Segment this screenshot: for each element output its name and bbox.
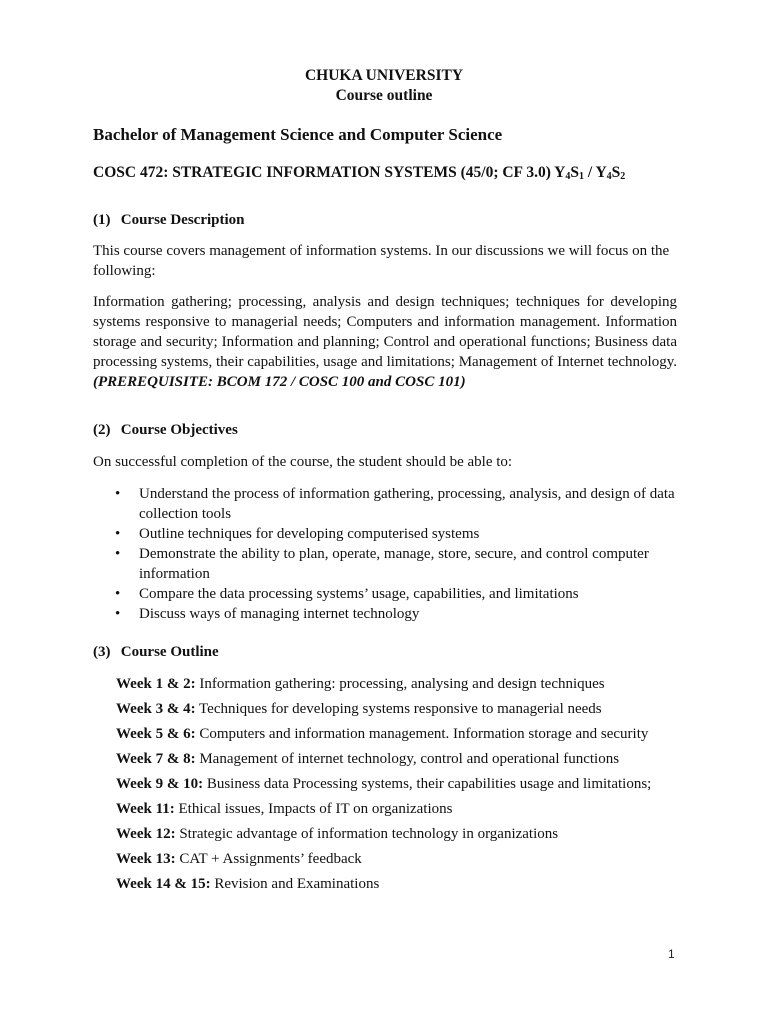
- week-label: Week 1 & 2:: [116, 676, 196, 692]
- week-topic: Techniques for developing systems responsive to managerial needs: [195, 701, 602, 717]
- schedule-row: [116, 724, 676, 749]
- section-heading-objectives: [93, 420, 238, 440]
- section-heading-description: [93, 210, 245, 230]
- degree-title: Bachelor of Management Science and Computer Science: [93, 125, 503, 144]
- week-topic: Computers and information management. Information storage and security: [195, 726, 649, 742]
- week-label: Week 11:: [116, 801, 175, 817]
- schedule-row: [116, 749, 676, 774]
- list-item: [93, 524, 677, 544]
- week-topic: Revision and Examinations: [210, 876, 380, 892]
- page-number: 1: [668, 947, 675, 961]
- objective-text: Outline techniques for developing computerised systems: [139, 526, 480, 542]
- course-code-heading: [93, 163, 625, 187]
- course-code-sem-letter-2: S: [611, 164, 621, 181]
- university-name: CHUKA UNIVERSITY: [304, 67, 464, 84]
- bullet-icon: •: [115, 486, 121, 502]
- objectives-intro: On successful completion of the course, the student should be able to:: [93, 454, 513, 470]
- section-heading-outline: [93, 642, 219, 662]
- week-label: Week 5 & 6:: [116, 726, 196, 742]
- week-label: Week 7 & 8:: [116, 751, 196, 767]
- objective-text: Compare the data processing systems’ usage, capabilities, and limitations: [139, 586, 579, 602]
- course-code-text: COSC 472: STRATEGIC INFORMATION SYSTEMS (45/0; CF 3.0) Y: [93, 164, 566, 181]
- objective-text: Discuss ways of managing internet technology: [139, 606, 420, 622]
- schedule-row: [116, 774, 676, 799]
- section-title: Course Outline: [120, 644, 219, 660]
- course-code-sem-2: 2: [620, 171, 626, 182]
- week-topic: Business data Processing systems, their capabilities usage and limitations;: [203, 776, 652, 792]
- course-code-year-1: 4: [565, 171, 571, 182]
- document-title: Course outline: [335, 87, 433, 104]
- week-topic: Strategic advantage of information technology in organizations: [175, 826, 559, 842]
- bullet-icon: •: [115, 606, 121, 622]
- description-intro: This course covers management of information systems. In our discussions we will focus on the following:: [93, 243, 670, 279]
- schedule-row: [116, 674, 676, 699]
- week-label: Week 13:: [116, 851, 176, 867]
- section-number: (3): [93, 644, 111, 660]
- week-topic: Ethical issues, Impacts of IT on organizations: [174, 801, 453, 817]
- schedule-row: [116, 699, 676, 724]
- course-code-year-2: 4: [606, 171, 612, 182]
- bullet-icon: •: [115, 546, 121, 562]
- bullet-icon: •: [115, 526, 121, 542]
- section-number: (1): [93, 212, 111, 228]
- course-code-separator: / Y: [583, 164, 607, 181]
- prerequisite-note: (PREREQUISITE: BCOM 172 / COSC 100 and COSC 101): [93, 374, 466, 390]
- schedule-row: [116, 799, 676, 824]
- document-page: [93, 0, 678, 1024]
- week-topic: Management of internet technology, control and operational functions: [195, 751, 620, 767]
- bullet-icon: •: [115, 586, 121, 602]
- schedule-row: [116, 824, 676, 849]
- week-label: Week 9 & 10:: [116, 776, 204, 792]
- week-label: Week 14 & 15:: [116, 876, 211, 892]
- week-label: Week 12:: [116, 826, 176, 842]
- schedule-row: [116, 849, 676, 874]
- description-text: Information gathering; processing, analysis and design techniques; techniques for developing systems responsive to managerial needs; Computers and information management. Information storage and security; Information and planning; Control and operational functions; Business data processing systems, their capabilities, usage and limitations; Management of Internet technology.: [93, 294, 677, 370]
- objectives-list: [93, 484, 677, 624]
- list-item: [93, 604, 677, 624]
- week-topic: Information gathering: processing, analysing and design techniques: [195, 676, 605, 692]
- objective-text: Demonstrate the ability to plan, operate, manage, store, secure, and control computer information: [139, 546, 649, 582]
- weekly-schedule: [116, 674, 676, 899]
- list-item: [93, 484, 677, 524]
- list-item: [93, 584, 677, 604]
- course-code-sem-letter-1: S: [570, 164, 579, 181]
- week-label: Week 3 & 4:: [116, 701, 196, 717]
- course-code-sem-1: 1: [578, 171, 584, 182]
- description-body: [93, 292, 677, 392]
- objective-text: Understand the process of information gathering, processing, analysis, and design of data collection tools: [139, 486, 675, 522]
- week-topic: CAT + Assignments’ feedback: [175, 851, 362, 867]
- list-item: [93, 544, 677, 584]
- section-number: (2): [93, 422, 111, 438]
- schedule-row: [116, 874, 676, 899]
- section-title: Course Objectives: [120, 422, 238, 438]
- section-title: Course Description: [120, 212, 245, 228]
